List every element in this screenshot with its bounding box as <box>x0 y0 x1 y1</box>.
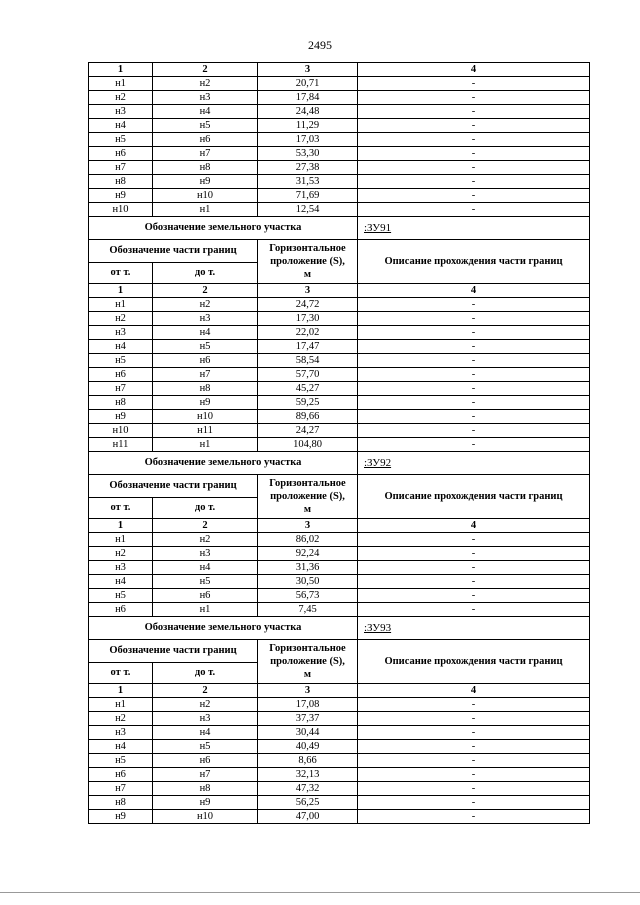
distance-cell: 17,08 <box>258 698 358 712</box>
plot-designation-row <box>89 617 590 640</box>
distance-cell: 24,48 <box>258 105 358 119</box>
plot-code: :ЗУ91 <box>358 217 590 240</box>
distance-cell: 17,47 <box>258 340 358 354</box>
description-cell: - <box>358 340 590 354</box>
to-point-cell: н7 <box>153 768 258 782</box>
to-point-cell: н10 <box>153 189 258 203</box>
plot-designation-row <box>89 452 590 475</box>
to-point-cell: н5 <box>153 575 258 589</box>
distance-cell: 27,38 <box>258 161 358 175</box>
to-point-cell: н6 <box>153 354 258 368</box>
column-number-cell: 4 <box>358 684 590 698</box>
description-cell: - <box>358 810 590 824</box>
to-point-cell: н8 <box>153 382 258 396</box>
table-row <box>89 547 590 561</box>
to-point-cell: н6 <box>153 754 258 768</box>
distance-cell: 17,03 <box>258 133 358 147</box>
description-cell: - <box>358 298 590 312</box>
table-row <box>89 424 590 438</box>
description-cell: - <box>358 438 590 452</box>
to-point-cell: н5 <box>153 340 258 354</box>
to-point-cell: н9 <box>153 396 258 410</box>
page-bottom-border <box>0 892 640 893</box>
description-cell: - <box>358 575 590 589</box>
table-row <box>89 396 590 410</box>
distance-cell: 58,54 <box>258 354 358 368</box>
table-row <box>89 533 590 547</box>
column-number-cell: 1 <box>89 519 153 533</box>
to-point-cell: н6 <box>153 589 258 603</box>
to-point-cell: н4 <box>153 561 258 575</box>
to-point-cell: н9 <box>153 796 258 810</box>
from-point-cell: н8 <box>89 796 153 810</box>
horizontal-distance-header <box>258 475 358 519</box>
from-point-cell: н3 <box>89 561 153 575</box>
description-cell: - <box>358 698 590 712</box>
description-cell: - <box>358 312 590 326</box>
description-cell: - <box>358 396 590 410</box>
description-cell: - <box>358 203 590 217</box>
from-point-cell: н2 <box>89 547 153 561</box>
table-row <box>89 340 590 354</box>
from-point-cell: н5 <box>89 354 153 368</box>
distance-cell: 71,69 <box>258 189 358 203</box>
from-point-cell: н2 <box>89 312 153 326</box>
to-point-cell: н1 <box>153 603 258 617</box>
from-point-cell: н2 <box>89 91 153 105</box>
from-point-cell: н6 <box>89 368 153 382</box>
horizontal-distance-header-line: Горизонтальное <box>269 478 346 489</box>
distance-cell: 47,00 <box>258 810 358 824</box>
plot-code: :ЗУ92 <box>358 452 590 475</box>
to-point-cell: н4 <box>153 726 258 740</box>
to-point-cell: н3 <box>153 712 258 726</box>
description-cell: - <box>358 740 590 754</box>
description-cell: - <box>358 161 590 175</box>
table-row <box>89 354 590 368</box>
description-header: Описание прохождения части границ <box>358 240 590 284</box>
column-number-cell: 3 <box>258 519 358 533</box>
page-number: 2495 <box>308 38 332 52</box>
plot-designation-label: Обозначение земельного участка <box>89 217 358 240</box>
table-row <box>89 161 590 175</box>
description-cell: - <box>358 368 590 382</box>
table-row <box>89 382 590 396</box>
to-point-cell: н7 <box>153 147 258 161</box>
header-row <box>89 640 590 663</box>
column-number-cell: 3 <box>258 284 358 298</box>
column-number-cell: 4 <box>358 284 590 298</box>
from-point-cell: н4 <box>89 340 153 354</box>
to-point-cell: н2 <box>153 698 258 712</box>
distance-cell: 47,32 <box>258 782 358 796</box>
from-point-cell: н11 <box>89 438 153 452</box>
to-point-cell: н10 <box>153 410 258 424</box>
to-point-cell: н2 <box>153 298 258 312</box>
from-point-cell: н7 <box>89 782 153 796</box>
table-row <box>89 410 590 424</box>
table-row <box>89 203 590 217</box>
from-point-cell: н9 <box>89 810 153 824</box>
boundary-table-body <box>89 63 590 824</box>
description-cell: - <box>358 712 590 726</box>
distance-cell: 92,24 <box>258 547 358 561</box>
column-number-cell: 1 <box>89 284 153 298</box>
from-point-cell: н6 <box>89 603 153 617</box>
distance-cell: 31,53 <box>258 175 358 189</box>
from-point-cell: н3 <box>89 105 153 119</box>
horizontal-distance-header <box>258 240 358 284</box>
from-point-cell: н9 <box>89 410 153 424</box>
description-cell: - <box>358 119 590 133</box>
distance-cell: 59,25 <box>258 396 358 410</box>
description-header: Описание прохождения части границ <box>358 640 590 684</box>
plot-designation-row <box>89 217 590 240</box>
table-row <box>89 133 590 147</box>
description-cell: - <box>358 782 590 796</box>
description-cell: - <box>358 754 590 768</box>
from-point-cell: н4 <box>89 119 153 133</box>
from-point-cell: н8 <box>89 175 153 189</box>
horizontal-distance-header-line: проложение (S), <box>270 656 345 667</box>
description-cell: - <box>358 105 590 119</box>
to-point-cell: н10 <box>153 810 258 824</box>
header-row <box>89 475 590 498</box>
distance-cell: 17,30 <box>258 312 358 326</box>
table-row <box>89 810 590 824</box>
to-point-cell: н3 <box>153 91 258 105</box>
table-row <box>89 589 590 603</box>
distance-cell: 56,25 <box>258 796 358 810</box>
distance-cell: 17,84 <box>258 91 358 105</box>
from-point-cell: н5 <box>89 589 153 603</box>
distance-cell: 22,02 <box>258 326 358 340</box>
description-cell: - <box>358 796 590 810</box>
from-point-cell: н7 <box>89 161 153 175</box>
table-row <box>89 438 590 452</box>
description-header: Описание прохождения части границ <box>358 475 590 519</box>
to-point-cell: н2 <box>153 533 258 547</box>
table-row <box>89 175 590 189</box>
column-number-cell: 2 <box>153 63 258 77</box>
distance-cell: 7,45 <box>258 603 358 617</box>
table-row <box>89 147 590 161</box>
horizontal-distance-header-line: м <box>303 504 312 515</box>
description-cell: - <box>358 726 590 740</box>
horizontal-distance-header-line: Горизонтальное <box>269 643 346 654</box>
part-designation-header: Обозначение части границ <box>89 640 258 663</box>
description-cell: - <box>358 410 590 424</box>
distance-cell: 37,37 <box>258 712 358 726</box>
table-row <box>89 796 590 810</box>
to-point-cell: н4 <box>153 326 258 340</box>
table-row <box>89 712 590 726</box>
horizontal-distance-header-line: Горизонтальное <box>269 243 346 254</box>
to-point-cell: н1 <box>153 203 258 217</box>
table-row <box>89 726 590 740</box>
table-row <box>89 91 590 105</box>
from-point-cell: н1 <box>89 533 153 547</box>
description-cell: - <box>358 175 590 189</box>
part-designation-header: Обозначение части границ <box>89 240 258 263</box>
column-number-cell: 4 <box>358 519 590 533</box>
column-number-cell: 3 <box>258 684 358 698</box>
description-cell: - <box>358 603 590 617</box>
description-cell: - <box>358 561 590 575</box>
to-point-cell: н8 <box>153 782 258 796</box>
from-point-cell: н8 <box>89 396 153 410</box>
table-row <box>89 740 590 754</box>
boundary-table <box>88 62 590 824</box>
from-point-cell: н6 <box>89 768 153 782</box>
column-number-cell: 3 <box>258 63 358 77</box>
to-point-cell: н9 <box>153 175 258 189</box>
description-cell: - <box>358 326 590 340</box>
table-row <box>89 754 590 768</box>
from-point-header: от т. <box>89 498 153 519</box>
to-point-cell: н4 <box>153 105 258 119</box>
distance-cell: 30,44 <box>258 726 358 740</box>
table-row <box>89 312 590 326</box>
from-point-cell: н4 <box>89 740 153 754</box>
table-row <box>89 698 590 712</box>
table-row <box>89 189 590 203</box>
column-number-row <box>89 519 590 533</box>
from-point-cell: н3 <box>89 326 153 340</box>
table-row <box>89 782 590 796</box>
from-point-cell: н2 <box>89 712 153 726</box>
distance-cell: 20,71 <box>258 77 358 91</box>
from-point-cell: н7 <box>89 382 153 396</box>
description-cell: - <box>358 589 590 603</box>
from-point-cell: н4 <box>89 575 153 589</box>
plot-designation-label: Обозначение земельного участка <box>89 617 358 640</box>
table-row <box>89 561 590 575</box>
column-number-row <box>89 63 590 77</box>
table-row <box>89 603 590 617</box>
from-point-cell: н5 <box>89 754 153 768</box>
description-cell: - <box>358 189 590 203</box>
distance-cell: 104,80 <box>258 438 358 452</box>
distance-cell: 56,73 <box>258 589 358 603</box>
horizontal-distance-header-line: м <box>303 669 312 680</box>
description-cell: - <box>358 77 590 91</box>
column-number-cell: 2 <box>153 519 258 533</box>
table-row <box>89 119 590 133</box>
distance-cell: 89,66 <box>258 410 358 424</box>
from-point-cell: н10 <box>89 424 153 438</box>
distance-cell: 24,27 <box>258 424 358 438</box>
column-number-cell: 2 <box>153 684 258 698</box>
to-point-cell: н8 <box>153 161 258 175</box>
horizontal-distance-header-line: м <box>303 269 312 280</box>
from-point-cell: н9 <box>89 189 153 203</box>
from-point-header: от т. <box>89 663 153 684</box>
description-cell: - <box>358 424 590 438</box>
to-point-cell: н3 <box>153 312 258 326</box>
plot-designation-label: Обозначение земельного участка <box>89 452 358 475</box>
to-point-cell: н11 <box>153 424 258 438</box>
to-point-header: до т. <box>153 498 258 519</box>
distance-cell: 12,54 <box>258 203 358 217</box>
description-cell: - <box>358 91 590 105</box>
description-cell: - <box>358 354 590 368</box>
distance-cell: 24,72 <box>258 298 358 312</box>
description-cell: - <box>358 133 590 147</box>
to-point-header: до т. <box>153 663 258 684</box>
to-point-cell: н6 <box>153 133 258 147</box>
to-point-cell: н1 <box>153 438 258 452</box>
distance-cell: 31,36 <box>258 561 358 575</box>
distance-cell: 86,02 <box>258 533 358 547</box>
to-point-cell: н3 <box>153 547 258 561</box>
column-number-cell: 4 <box>358 63 590 77</box>
from-point-cell: н5 <box>89 133 153 147</box>
table-row <box>89 575 590 589</box>
from-point-cell: н10 <box>89 203 153 217</box>
distance-cell: 40,49 <box>258 740 358 754</box>
horizontal-distance-header-line: проложение (S), <box>270 256 345 267</box>
plot-code: :ЗУ93 <box>358 617 590 640</box>
header-row <box>89 240 590 263</box>
to-point-header: до т. <box>153 263 258 284</box>
description-cell: - <box>358 382 590 396</box>
to-point-cell: н2 <box>153 77 258 91</box>
column-number-row <box>89 684 590 698</box>
table-row <box>89 298 590 312</box>
column-number-cell: 2 <box>153 284 258 298</box>
from-point-cell: н1 <box>89 77 153 91</box>
from-point-cell: н3 <box>89 726 153 740</box>
description-cell: - <box>358 768 590 782</box>
to-point-cell: н5 <box>153 119 258 133</box>
description-cell: - <box>358 547 590 561</box>
distance-cell: 57,70 <box>258 368 358 382</box>
from-point-header: от т. <box>89 263 153 284</box>
column-number-row <box>89 284 590 298</box>
horizontal-distance-header-line: проложение (S), <box>270 491 345 502</box>
distance-cell: 11,29 <box>258 119 358 133</box>
column-number-cell: 1 <box>89 684 153 698</box>
to-point-cell: н5 <box>153 740 258 754</box>
distance-cell: 53,30 <box>258 147 358 161</box>
description-cell: - <box>358 147 590 161</box>
table-row <box>89 768 590 782</box>
from-point-cell: н1 <box>89 698 153 712</box>
horizontal-distance-header <box>258 640 358 684</box>
from-point-cell: н6 <box>89 147 153 161</box>
table-row <box>89 368 590 382</box>
part-designation-header: Обозначение части границ <box>89 475 258 498</box>
table-row <box>89 326 590 340</box>
to-point-cell: н7 <box>153 368 258 382</box>
distance-cell: 30,50 <box>258 575 358 589</box>
distance-cell: 32,13 <box>258 768 358 782</box>
column-number-cell: 1 <box>89 63 153 77</box>
distance-cell: 8,66 <box>258 754 358 768</box>
table-row <box>89 105 590 119</box>
distance-cell: 45,27 <box>258 382 358 396</box>
description-cell: - <box>358 533 590 547</box>
table-row <box>89 77 590 91</box>
from-point-cell: н1 <box>89 298 153 312</box>
